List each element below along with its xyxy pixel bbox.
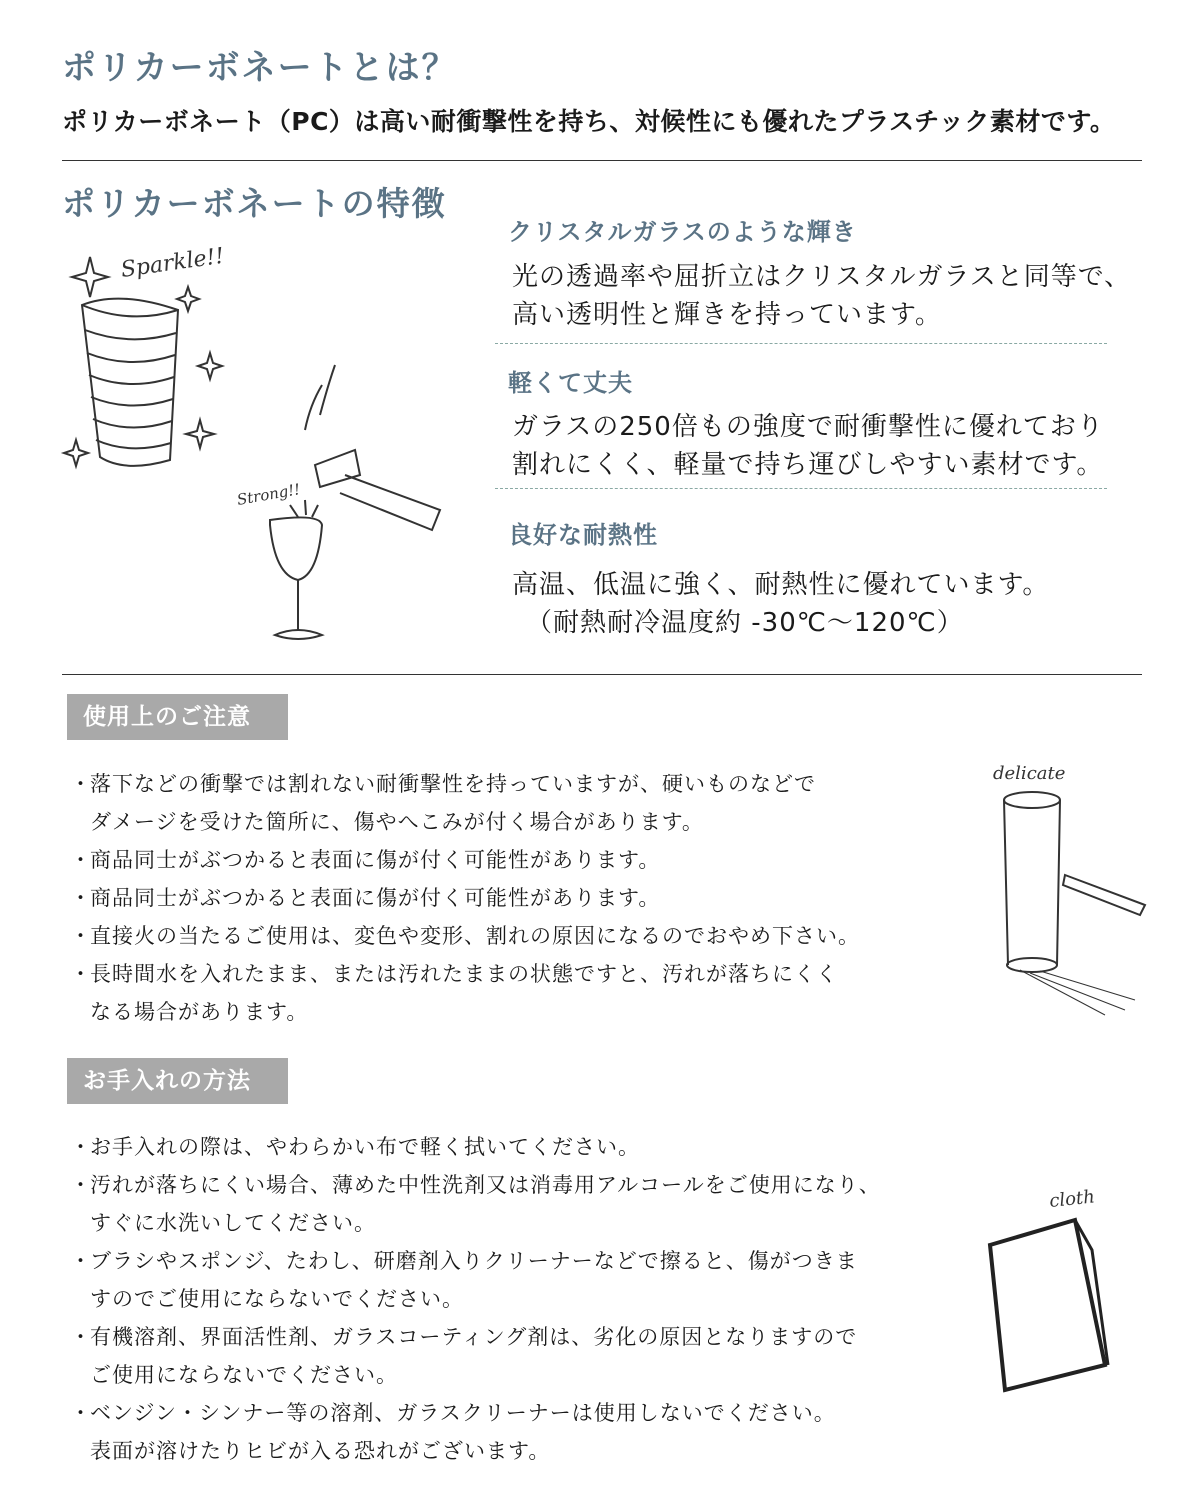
sparkle-icon	[177, 287, 199, 311]
sparkle-icon	[72, 257, 108, 297]
list-item	[70, 841, 950, 879]
list-item	[70, 1166, 950, 1242]
bullet: ・	[70, 1249, 92, 1273]
list-item-line: ブラシやスポンジ、たわし、研磨剤入りクリーナーなどで擦ると、傷がつきま	[90, 1249, 858, 1273]
list-item-line: ダメージを受けた箇所に、傷やへこみが付く場合があります。	[90, 810, 704, 834]
feature-title-3: 良好な耐熱性	[508, 521, 658, 549]
bullet: ・	[70, 1325, 92, 1349]
bullet: ・	[70, 848, 92, 872]
feature-body-2	[512, 408, 1104, 484]
feature-title-2: 軽くて丈夫	[508, 369, 633, 397]
intro-text: ポリカーボネート（PC）は高い耐衝撃性を持ち、対候性にも優れたプラスチック素材です。	[62, 107, 1116, 136]
list-item	[70, 1128, 950, 1166]
list-item-line: すぐに水洗いしてください。	[90, 1211, 376, 1235]
delicate-illustration	[985, 755, 1155, 1025]
list-item	[70, 879, 950, 917]
list-item	[70, 1318, 950, 1394]
list-item-line: 汚れが落ちにくい場合、薄めた中性洗剤又は消毒用アルコールをご使用になり、	[90, 1173, 881, 1197]
care-badge: お手入れの方法	[67, 1058, 288, 1104]
feature-line: ガラスの250倍もの強度で耐衝撃性に優れており	[512, 412, 1104, 442]
hammer	[305, 365, 440, 530]
feature-line: 光の透過率や屈折立はクリスタルガラスと同等で、	[512, 262, 1132, 292]
sparkle-icon	[198, 353, 222, 379]
sparkle-label: Sparkle!!	[119, 243, 226, 283]
dashed-divider	[495, 488, 1107, 489]
caution-badge: 使用上のご注意	[67, 694, 288, 740]
list-item-line: なる場合があります。	[90, 1000, 309, 1024]
brush	[1063, 875, 1145, 915]
feature-body-1	[512, 258, 1131, 334]
list-item-line: 商品同士がぶつかると表面に傷が付く可能性があります。	[90, 848, 661, 872]
bullet: ・	[70, 962, 92, 986]
list-item-line: ご使用にならないでください。	[90, 1363, 398, 1387]
stacked-cups	[82, 299, 178, 466]
dashed-divider	[495, 343, 1107, 344]
features-title: ポリカーボネートの特徴	[62, 184, 447, 223]
list-item-line: お手入れの際は、やわらかい布で軽く拭いてください。	[90, 1135, 640, 1159]
list-item	[70, 1394, 950, 1470]
bullet: ・	[70, 1173, 92, 1197]
list-item-line: 有機溶剤、界面活性剤、ガラスコーティング剤は、劣化の原因となりますので	[90, 1325, 858, 1349]
bullet: ・	[70, 924, 92, 948]
list-item	[70, 1242, 950, 1318]
bullet: ・	[70, 1135, 92, 1159]
bullet: ・	[70, 886, 92, 910]
bullet: ・	[70, 772, 92, 796]
list-item-line: 表面が溶けたりヒビが入る恐れがございます。	[90, 1439, 551, 1463]
feature-line: （耐熱耐冷温度約 -30℃～120℃）	[526, 608, 964, 638]
cloth-label: cloth	[1048, 1186, 1096, 1212]
feature-title-1: クリスタルガラスのような輝き	[508, 218, 857, 246]
list-item	[70, 955, 950, 1031]
feature-body-3	[512, 566, 1049, 642]
list-item-line: 落下などの衝撃では割れない耐衝撃性を持っていますが、硬いものなどで	[90, 772, 816, 796]
features-illustration	[60, 235, 480, 655]
divider	[62, 674, 1142, 675]
sparkle-icon	[186, 420, 214, 448]
list-item	[70, 765, 950, 841]
sparkle-icon	[64, 440, 88, 466]
wine-glass	[270, 500, 322, 639]
delicate-label: delicate	[993, 763, 1066, 784]
care-list	[70, 1128, 950, 1470]
list-item	[70, 917, 950, 955]
strong-label: Strong!!	[235, 480, 302, 509]
list-item-line: 直接火の当たるご使用は、変色や変形、割れの原因になるのでおやめ下さい。	[90, 924, 860, 948]
list-item-line: 長時間水を入れたまま、または汚れたままの状態ですと、汚れが落ちにくく	[90, 962, 838, 986]
intro-title: ポリカーボネートとは？	[62, 48, 458, 88]
list-item-line: ベンジン・シンナー等の溶剤、ガラスクリーナーは使用しないでください。	[90, 1401, 836, 1425]
divider	[62, 160, 1142, 161]
feature-line: 高い透明性と輝きを持っています。	[512, 300, 942, 330]
list-item-line: すのでご使用にならないでください。	[90, 1287, 464, 1311]
cloth-illustration	[980, 1175, 1150, 1405]
caution-list	[70, 765, 950, 1031]
feature-line: 高温、低温に強く、耐熱性に優れています。	[512, 570, 1050, 600]
bullet: ・	[70, 1401, 92, 1425]
feature-line: 割れにくく、軽量で持ち運びしやすい素材です。	[512, 450, 1104, 480]
list-item-line: 商品同士がぶつかると表面に傷が付く可能性があります。	[90, 886, 661, 910]
